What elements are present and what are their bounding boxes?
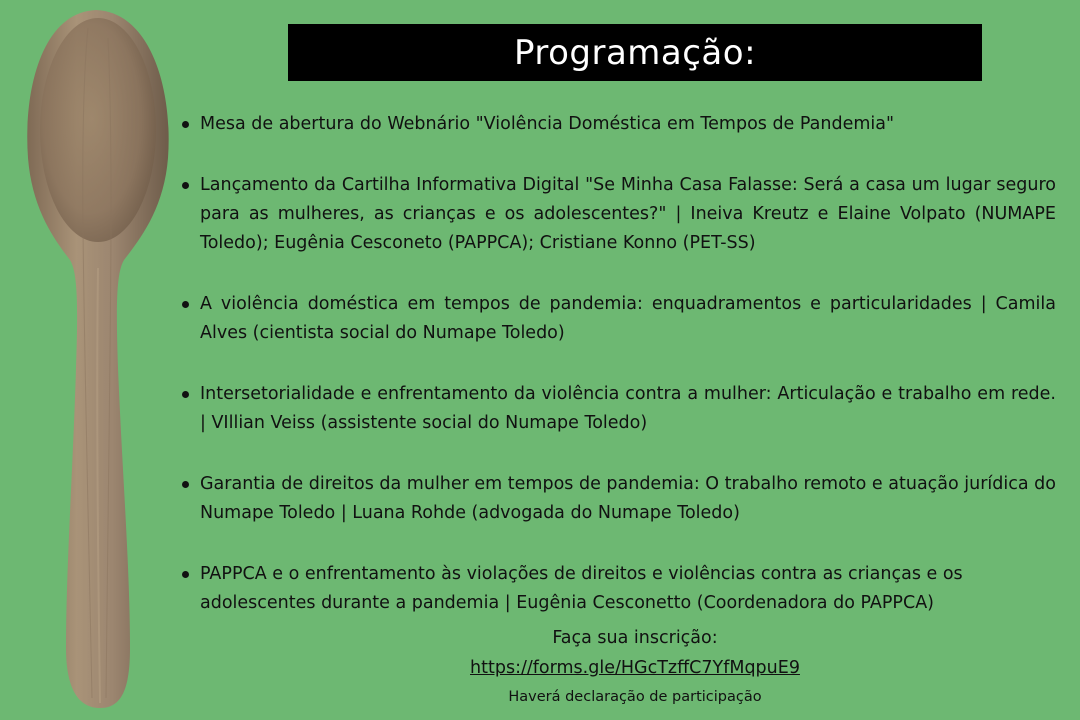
agenda-item: Lançamento da Cartilha Informativa Digital "Se Minha Casa Falasse: Será a casa um lugar seguro para as mulheres, as crianças e os adolescentes?" | Ineiva Kreutz e Elaine Volpato (NUMAPE Toledo); Eugênia Cesconeto (PAPPCA); Cristiane Konno (PET-SS) [180,171,1056,258]
agenda-list [180,110,1056,650]
agenda-item: Garantia de direitos da mulher em tempos de pandemia: O trabalho remoto e atuação jurídica do Numape Toledo | Luana Rohde (advogada do Numape Toledo) [180,470,1056,528]
agenda-item: PAPPCA e o enfrentamento às violações de direitos e violências contra as crianças e os adolescentes durante a pandemia | Eugênia Cesconetto (Coordenadora do PAPPCA) [180,560,1056,618]
signup-section [340,623,930,711]
title-banner [288,24,982,81]
signup-label: Faça sua inscrição: [552,628,718,648]
agenda-item: Mesa de abertura do Webnário "Violência Doméstica em Tempos de Pandemia" [180,110,1056,139]
page-title: Programação: [513,32,757,73]
wooden-spoon-image [18,8,178,713]
agenda-item: A violência doméstica em tempos de pandemia: enquadramentos e particularidades | Camila Alves (cientista social do Numape Toledo) [180,290,1056,348]
participation-note: Haverá declaração de participação [508,689,762,705]
signup-link[interactable]: https://forms.gle/HGcTzffC7YfMqpuE9 [470,658,800,678]
agenda-item: Intersetorialidade e enfrentamento da violência contra a mulher: Articulação e trabalho em rede. | VIllian Veiss (assistente social do Numape Toledo) [180,380,1056,438]
